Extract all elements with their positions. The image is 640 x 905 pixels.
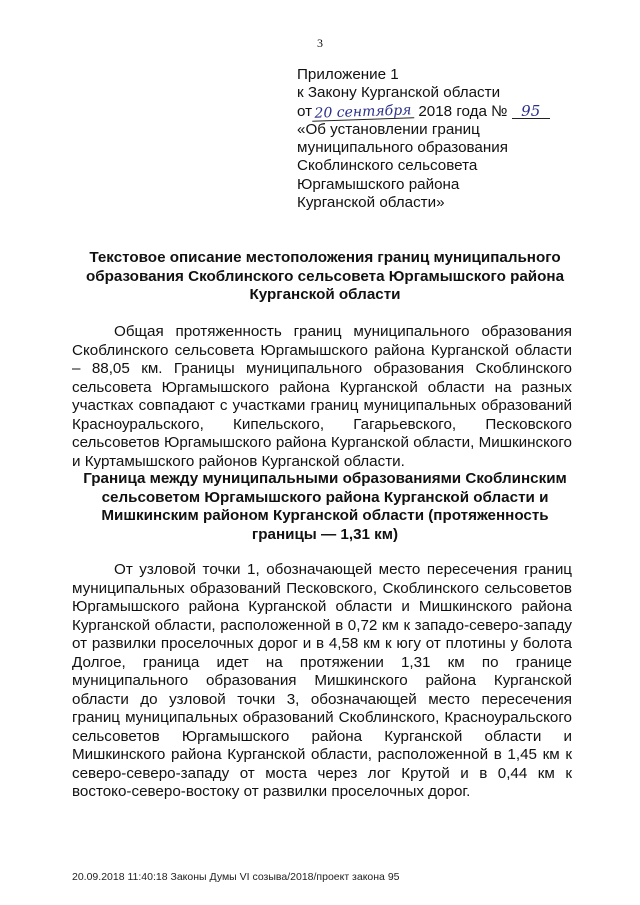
appendix-date-line xyxy=(297,103,617,121)
footer-stamp: 20.09.2018 11:40:18 Законы Думы VI созыва/2018/проект закона 95 xyxy=(72,871,400,883)
page-number: 3 xyxy=(317,36,323,50)
appendix-header xyxy=(297,66,617,212)
appendix-line-6: Скоблинского сельсовета xyxy=(297,157,478,175)
handwritten-law-number: 95 xyxy=(512,104,550,119)
appendix-line-5: муниципального образования xyxy=(297,139,508,157)
appendix-line-7: Юргамышского района xyxy=(297,175,460,193)
appendix-line-1: Приложение 1 xyxy=(297,66,399,83)
handwritten-date: 20 сентября xyxy=(312,103,414,122)
appendix-line-8: Курганской области» xyxy=(297,194,445,212)
paragraph-total-length: Общая протяженность границ муниципального образования Скоблинского сельсовета Юргамышского района Курганской области – 88,05 км. Границы муниципального образования Скоблинского сельсовета Юргамышского района Курганской области на разных участках совпадают с участками границ муниципальных образований Красноуральского, Кипельского, Гагарьевского, Песковского сельсоветов Юргамышского района Курганской области, Мишкинского и Куртамышского районов Курганской области. xyxy=(72,323,572,470)
appendix-line-2: к Закону Курганской области xyxy=(297,84,501,102)
date-suffix: 2018 года № xyxy=(418,102,508,120)
date-prefix: от xyxy=(297,102,313,120)
section-title-boundary: Граница между муниципальными образованиями Скоблинским сельсоветом Юргамышского района Курганской области и Мишкинским районом Курганской области (протяженность границы — 1,31 км) xyxy=(83,470,567,543)
document-title: Текстовое описание местоположения границ муниципального образования Скоблинского сельсовета Юргамышского района Курганской области xyxy=(85,249,565,303)
appendix-line-4: «Об установлении границ xyxy=(297,120,480,138)
paragraph-boundary-description: От узловой точки 1, обозначающей место пересечения границ муниципальных образований Песковского, Скоблинского сельсоветов Юргамышского района Курганской области и Мишкинского района Курганской области, расположенной в 0,72 км к западо-северо-западу от развилки проселочных дорог и в 4,58 км к югу от плотины у болота Долгое, граница идет на протяжении 1,31 км по границе муниципального образования Мишкинского района Курганской области до узловой точки 3, обозначающей место пересечения границ муниципальных образований Скоблинского, Красноуральского сельсоветов Юргамышского района Курганской области и Мишкинского района Курганской области, расположенной в 1,45 км к северо-северо-западу от моста через лог Крутой и в 0,44 км к востоко-северо-востоку от развилки проселочных дорог. xyxy=(72,561,572,800)
